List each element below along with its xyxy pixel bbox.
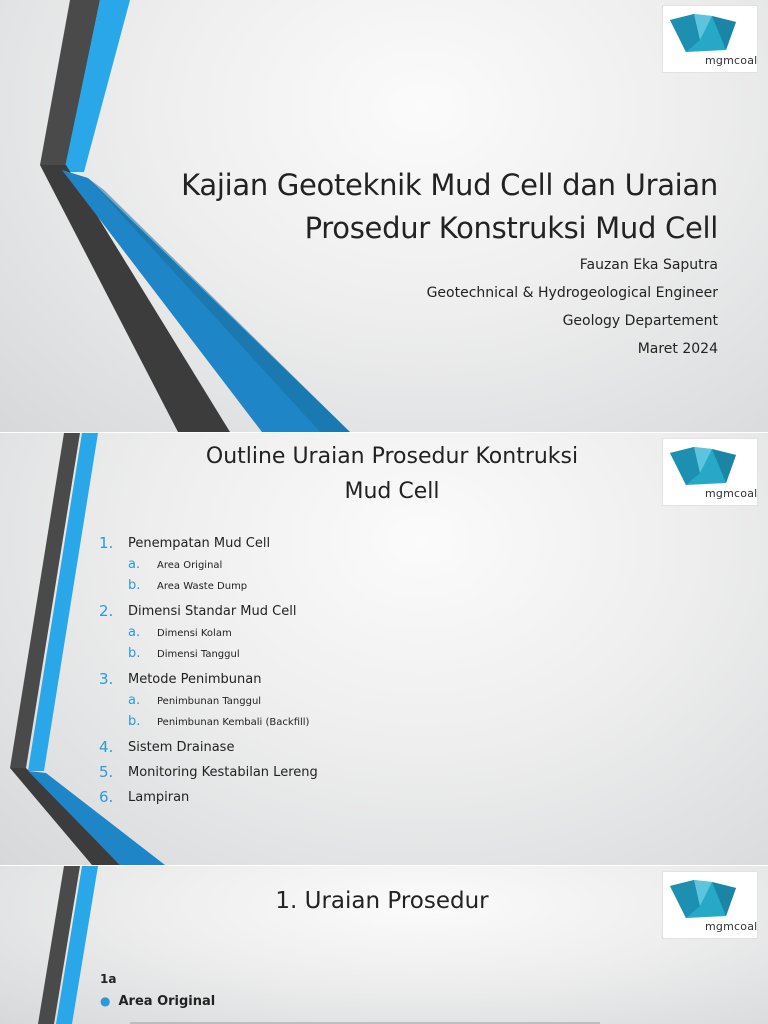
list-number: 2. — [99, 602, 114, 620]
title-line-1: Kajian Geoteknik Mud Cell dan Uraian — [181, 168, 718, 202]
title-line-2: Mud Cell — [344, 479, 440, 504]
list-number: 1. — [99, 534, 114, 552]
list-number: 3. — [99, 670, 114, 688]
department: Geology Departement — [562, 313, 718, 329]
list-letter: a. — [128, 625, 141, 640]
outline-item: Metode Penimbunan — [128, 672, 262, 687]
author-role: Geotechnical & Hydrogeological Engineer — [426, 285, 718, 301]
outline-slide — [0, 433, 768, 865]
logo-text: mgmcoal — [705, 54, 758, 67]
outline-subitem: Dimensi Tanggul — [157, 649, 240, 660]
outline-item: Sistem Drainase — [128, 740, 235, 755]
presentation-date: Maret 2024 — [637, 341, 718, 357]
bullet-icon: ● — [100, 994, 111, 1008]
list-number: 4. — [99, 738, 114, 756]
author-name: Fauzan Eka Saputra — [579, 257, 718, 273]
outline-subitem: Area Original — [157, 560, 223, 571]
cut-off-text — [130, 1020, 610, 1024]
outline-item: Monitoring Kestabilan Lereng — [128, 765, 318, 780]
list-letter: a. — [128, 557, 141, 572]
outline-subitem: Penimbunan Tanggul — [157, 696, 262, 707]
mgmcoal-logo — [662, 438, 758, 506]
outline-title — [142, 439, 642, 509]
presentation-title — [118, 164, 718, 250]
outline-item: Dimensi Standar Mud Cell — [128, 604, 297, 619]
list-letter: b. — [128, 714, 141, 729]
title-line-1: Outline Uraian Prosedur Kontruksi — [205, 444, 579, 469]
outline-item: Lampiran — [128, 790, 190, 805]
procedure-slide — [0, 866, 768, 1024]
logo-text: mgmcoal — [705, 487, 758, 500]
list-letter: a. — [128, 693, 141, 708]
list-letter: b. — [128, 646, 141, 661]
list-number: 5. — [99, 763, 114, 781]
bullet-label: Area Original — [118, 994, 216, 1009]
logo-text: mgmcoal — [705, 920, 758, 933]
list-letter: b. — [128, 578, 141, 593]
title-slide — [0, 0, 768, 432]
bullet-item — [100, 994, 215, 1009]
list-number: 6. — [99, 788, 114, 806]
section-label: 1a — [100, 972, 117, 986]
mountain-icon — [666, 443, 742, 489]
outline-item: Penempatan Mud Cell — [128, 536, 271, 551]
mgmcoal-logo — [662, 871, 758, 939]
mountain-icon — [666, 10, 742, 56]
mountain-icon — [666, 876, 742, 922]
outline-subitem: Penimbunan Kembali (Backfill) — [157, 717, 310, 728]
slide-title: 1. Uraian Prosedur — [275, 888, 489, 914]
mgmcoal-logo — [662, 5, 758, 73]
title-line-2: Prosedur Konstruksi Mud Cell — [304, 211, 718, 245]
outline-subitem: Area Waste Dump — [157, 581, 248, 592]
outline-subitem: Dimensi Kolam — [157, 628, 232, 639]
